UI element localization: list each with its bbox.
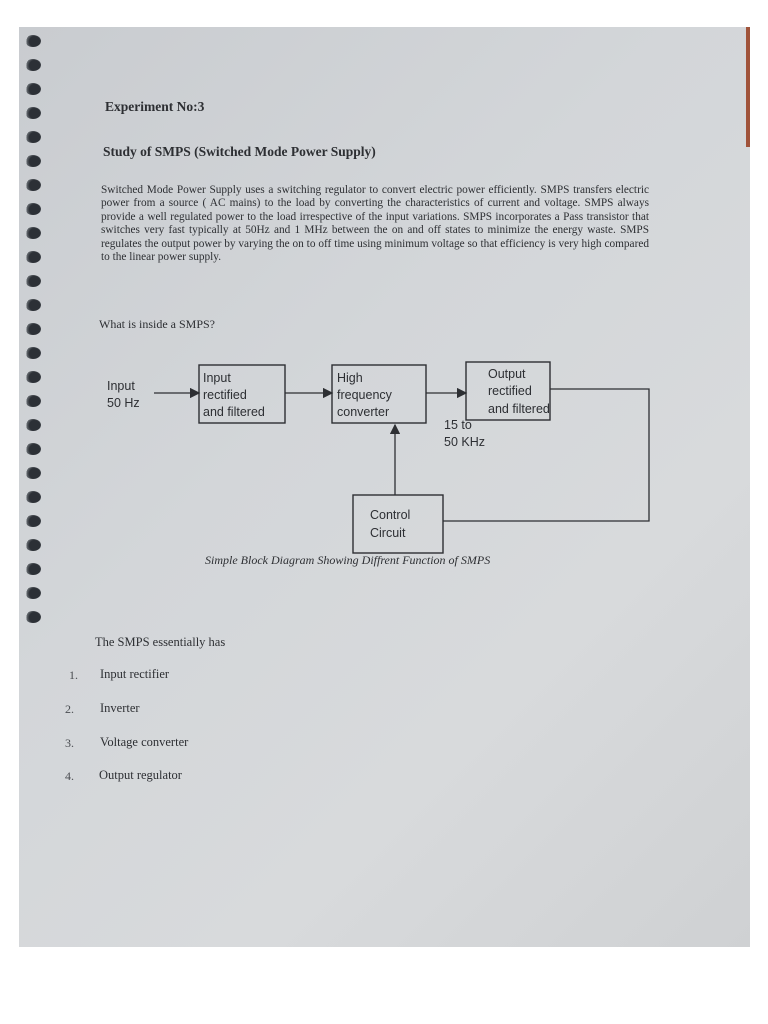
spiral-ring xyxy=(25,179,41,191)
spiral-ring xyxy=(25,83,41,95)
block4-line2: Circuit xyxy=(370,526,406,540)
smps-block-diagram xyxy=(99,359,659,540)
spiral-ring xyxy=(25,587,41,599)
spiral-ring xyxy=(25,107,41,119)
diagram-caption: Simple Block Diagram Showing Diffrent Function of SMPS xyxy=(205,553,491,567)
freq-label-line1: 15 to xyxy=(444,418,472,432)
spiral-ring xyxy=(25,35,41,47)
block1-line1: Input xyxy=(203,371,231,385)
spiral-ring xyxy=(25,611,41,623)
input-label-line1: Input xyxy=(107,379,135,393)
block1-line3: and filtered xyxy=(203,405,265,419)
spiral-ring xyxy=(25,467,41,479)
page-edge xyxy=(746,27,750,147)
input-label-line2: 50 Hz xyxy=(107,396,140,410)
list-number: 1. xyxy=(69,668,78,682)
block3-line2: rectified xyxy=(488,384,532,398)
spiral-ring xyxy=(25,59,41,71)
block4-line1: Control xyxy=(370,508,411,522)
spiral-ring xyxy=(25,275,41,287)
spiral-ring xyxy=(25,203,41,215)
spiral-ring xyxy=(25,419,41,431)
list-item: Output regulator xyxy=(99,768,182,782)
list-number: 2. xyxy=(65,702,74,716)
question-heading: What is inside a SMPS? xyxy=(99,317,215,331)
spiral-ring xyxy=(25,539,41,551)
spiral-ring xyxy=(25,395,41,407)
spiral-ring xyxy=(25,155,41,167)
experiment-title: Experiment No:3 xyxy=(105,99,205,114)
spiral-ring xyxy=(25,371,41,383)
list-intro: The SMPS essentially has xyxy=(95,635,226,649)
intro-paragraph: Switched Mode Power Supply uses a switching regulator to convert electric power efficiently. SMPS transfers electric power from a source ( AC mains) to the load by converting the characteristics of current and voltage. SMPS always provide a well regulated power to the load irrespective of the input variations. SMPS incorporates a Pass transistor that switches very fast typically at 50Hz and 1 MHz between the on and off states to minimize the energy waste. SMPS regulates the output power by varying the on to off time using minimum voltage so that efficiency is very high compared to the linear power supply. xyxy=(101,184,649,264)
list-item: Voltage converter xyxy=(100,735,189,749)
spiral-ring xyxy=(25,491,41,503)
spiral-ring xyxy=(25,251,41,263)
block2-line2: frequency xyxy=(337,388,392,402)
spiral-ring xyxy=(25,299,41,311)
list-item: Inverter xyxy=(100,701,140,715)
block1-line2: rectified xyxy=(203,388,247,402)
study-title: Study of SMPS (Switched Mode Power Supply) xyxy=(103,144,376,159)
block-control-circuit xyxy=(353,495,443,553)
list-item: Input rectifier xyxy=(100,667,170,681)
spiral-ring xyxy=(25,347,41,359)
document-photo xyxy=(19,27,750,947)
spiral-ring xyxy=(25,563,41,575)
block2-line1: High xyxy=(337,371,363,385)
list-number: 4. xyxy=(65,769,74,783)
spiral-ring xyxy=(25,515,41,527)
block2-line3: converter xyxy=(337,405,390,419)
spiral-ring xyxy=(25,227,41,239)
spiral-binding xyxy=(19,27,49,667)
spiral-ring xyxy=(25,443,41,455)
spiral-ring xyxy=(25,323,41,335)
list-number: 3. xyxy=(65,736,74,750)
freq-label-line2: 50 KHz xyxy=(444,435,485,449)
block3-line3: and filtered xyxy=(488,402,550,416)
block3-line1: Output xyxy=(488,367,526,381)
spiral-ring xyxy=(25,131,41,143)
